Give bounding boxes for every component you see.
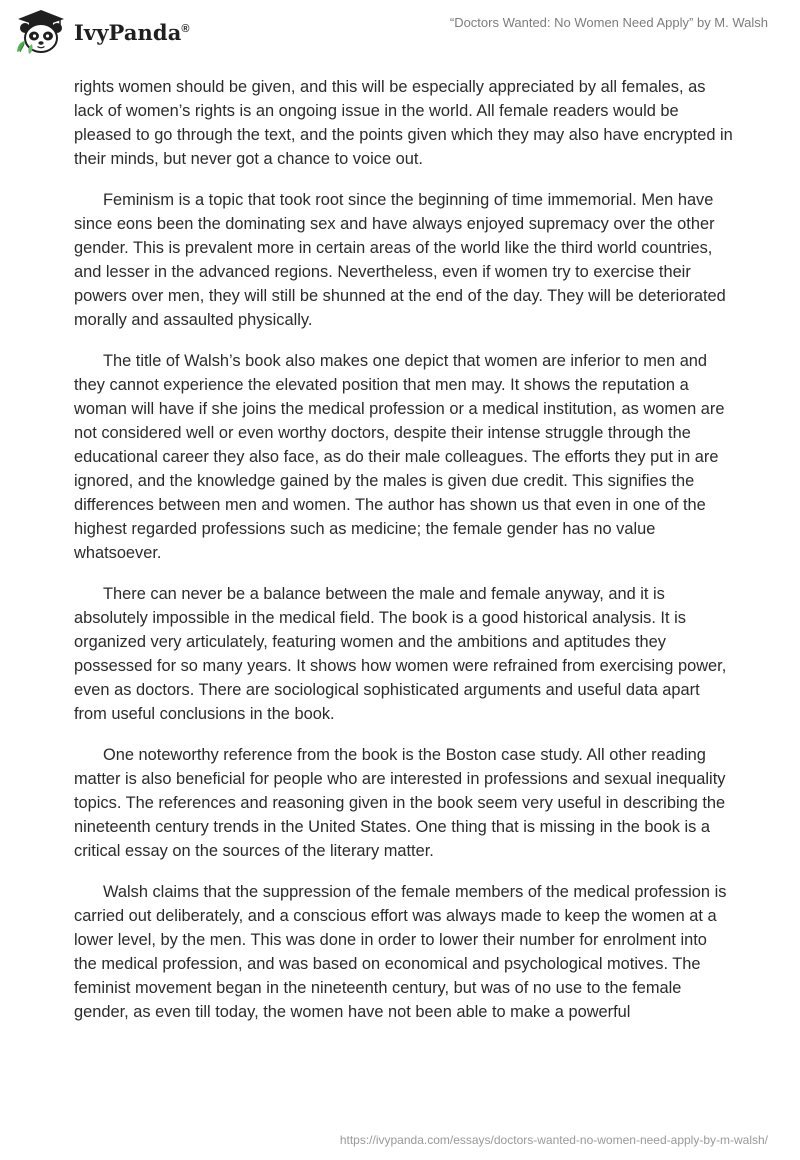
- logo-wordmark: IvyPanda®: [74, 19, 190, 45]
- ivypanda-logo[interactable]: [14, 8, 190, 56]
- paragraph: Feminism is a topic that took root since the beginning of time immemorial. Men have since eons been the dominating sex and have always enjoyed supremacy over the other gender. This is prevalent more in certain areas of the world like the third world countries, and lesser in the advanced regions. Nevertheless, even if women try to exercise their powers over men, they will still be shunned at the end of the day. They will be deteriorated morally and assaulted physically.: [74, 191, 726, 329]
- panda-logo-icon: [14, 8, 68, 56]
- paragraph: Walsh claims that the suppression of the female members of the medical profession is carried out deliberately, and a conscious effort was always made to keep the women at a lower level, by the men. This was done in order to lower their number for enrolment into the medical profession, and was based on economical and psychological motives. The feminist movement began in the nineteenth century, but was of no use to the female gender, as even till today, the women have not been able to make a powerful: [74, 883, 727, 1021]
- paragraph: One noteworthy reference from the book is the Boston case study. All other reading matter is also beneficial for people who are interested in professions and sexual inequality topics. The references and reasoning given in the book seem very useful in describing the nineteenth century trends in the United States. One thing that is missing in the book is a critical essay on the sources of the literary matter.: [74, 746, 726, 860]
- paragraph: The title of Walsh’s book also makes one depict that women are inferior to men and they cannot experience the elevated position that men may. It shows the reputation a woman will have if she joins the medical profession or a medical institution, as women are not considered well or even worthy doctors, despite their intense struggle through the educational career they also face, as do their male colleagues. The efforts they put in are ignored, and the knowledge gained by the males is given due credit. This signifies the differences between men and women. The author has shown us that even in one of the highest regarded professions such as medicine; the female gender has no value whatsoever.: [74, 352, 725, 562]
- registered-mark: ®: [181, 22, 190, 35]
- essay-body: [74, 75, 734, 1041]
- page-header: [0, 0, 800, 66]
- source-url-link[interactable]: https://ivypanda.com/essays/doctors-wanted-no-women-need-apply-by-m-walsh/: [339, 1133, 768, 1147]
- paragraph: rights women should be given, and this will be especially appreciated by all females, as lack of women’s rights is an ongoing issue in the world. All female readers would be pleased to go through the text, and the points given which they may also have encrypted in their minds, but never got a chance to voice out.: [74, 78, 733, 168]
- paragraph: There can never be a balance between the male and female anyway, and it is absolutely impossible in the medical field. The book is a good historical analysis. It is organized very articulately, featuring women and the ambitions and aptitudes they possessed for so many years. It shows how women were refrained from exercising power, even as doctors. There are sociological sophisticated arguments and useful data apart from useful conclusions in the book.: [74, 585, 727, 723]
- document-title: “Doctors Wanted: No Women Need Apply” by M. Walsh: [449, 15, 768, 30]
